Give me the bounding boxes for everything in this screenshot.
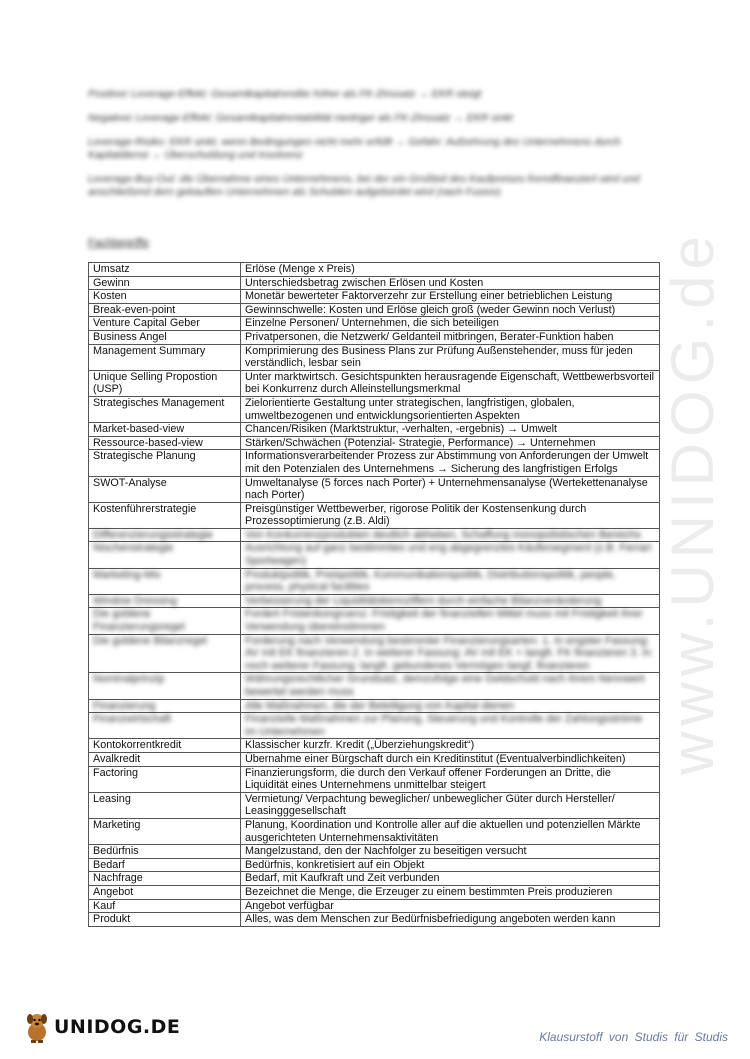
table-row [89,858,660,872]
definition-cell: Ausrichtung auf ganz bestimmtes und eng abgegrenztes Käufersegment (z.B. Ferrari Sportwagen) [241,542,660,568]
term-cell: Management Summary [89,344,241,370]
term-cell: SWOT-Analyse [89,476,241,502]
table-row [89,845,660,859]
term-cell: Kontokorrentkredit [89,739,241,753]
definition-cell: Gewinnschwelle: Kosten und Erlöse gleich groß (weder Gewinn noch Verlust) [241,303,660,317]
term-cell: Nischenstrategie [89,542,241,568]
table-row [89,542,660,568]
table-row [89,634,660,673]
term-cell: Strategisches Management [89,396,241,422]
definition-cell: Privatpersonen, die Netzwerk/ Geldanteil mitbringen, Berater-Funktion haben [241,330,660,344]
glossary-table [88,262,660,927]
definition-cell: Von Konkurrenzprodukten deutlich abheben, Schaffung monopolistischen Bereichs [241,528,660,542]
definition-cell: Umweltanalyse (5 forces nach Porter) + Unternehmensanalyse (Wertekettenanalyse nach Porter) [241,476,660,502]
term-cell: Business Angel [89,330,241,344]
definition-cell: Einzelne Personen/ Unternehmen, die sich beteiligen [241,317,660,331]
term-cell: Avalkredit [89,752,241,766]
watermark-text: www.UNIDOG.de [658,229,726,775]
definition-cell: Mangelzustand, den der Nachfolger zu beseitigen versucht [241,845,660,859]
definition-cell: Forderung nach Verwendung bestimmter Finanzierungsarten: 1. In engster Fassung: AV mit EK finanzieren 2. In weiterer Fassung: AV mit EK + langfr. FK finanzieren 3. In noch weiterer Fassung: langfr. gebundenes Vermögen langf. finanzieren [241,634,660,673]
definition-cell: Finanzielle Maßnahmen zur Planung, Steuerung und Kontrolle der Zahlungsströme im Unternehmen [241,713,660,739]
term-cell: Kauf [89,899,241,913]
term-cell: Nominalprinzip [89,673,241,699]
term-cell: Die goldene Bilanzregel [89,634,241,673]
term-cell: Finanzierung [89,699,241,713]
dog-mascot-icon [22,1010,52,1044]
term-cell: Finanzwirtschaft [89,713,241,739]
table-row [89,502,660,528]
term-cell: Bedarf [89,858,241,872]
definition-cell: Vermietung/ Verpachtung beweglicher/ unbeweglicher Güter durch Hersteller/ Leasingggesellschaft [241,792,660,818]
table-row [89,752,660,766]
definition-cell: Klassischer kurzfr. Kredit („Überziehungskredit“) [241,739,660,753]
table-row [89,423,660,437]
term-cell: Marketing-Mix [89,568,241,594]
table-row [89,476,660,502]
intro-paragraph-leverage-risk: Leverage-Risiko: EKR sinkt, wenn Bedingungen nicht mehr erfüllt → Gefahr: Aufzehrung des Unternehmens durch Kapitaldienst → Überschuldung und Insolvenz [88,136,621,161]
term-cell: Factoring [89,766,241,792]
footer-tagline: Klausurstoff von Studis für Studis [539,1030,728,1044]
table-row [89,594,660,608]
definition-cell: Bedarf, mit Kaufkraft und Zeit verbunden [241,872,660,886]
term-cell: Nachfrage [89,872,241,886]
term-cell: Umsatz [89,263,241,277]
term-cell: Die goldene Finanzierungsregel [89,608,241,634]
table-row [89,818,660,844]
logo-text: UNIDOG.DE [54,1016,181,1038]
definition-cell: Informationsverarbeitender Prozess zur Abstimmung von Anforderungen der Umwelt mit den Potenzialen des Unternehmens → Sicherung des langfristigen Erfolgs [241,450,660,476]
definition-cell: Finanzierungsform, die durch den Verkauf offener Forderungen an Dritte, die Liquidität eines Unternehmens unmittelbar steigert [241,766,660,792]
table-row [89,290,660,304]
term-cell: Window Dressing [89,594,241,608]
definition-cell: Fordert Fristenkongruenz: Fristigkeit der finanziellen Mittel muss mit Fristigkeit ihrer Verwendung übereinstimmen [241,608,660,634]
table-row [89,370,660,396]
definition-cell: Bedürfnis, konkretisiert auf ein Objekt [241,858,660,872]
table-row [89,913,660,927]
term-cell: Bedürfnis [89,845,241,859]
definition-cell: Preisgünstiger Wettbewerber, rigorose Politik der Kostensenkung durch Prozessoptimierung (z.B. Aldi) [241,502,660,528]
intro-paragraph-leverage-buy-out: Leverage-Buy-Out: die Übernahme eines Unternehmens, bei der ein Großteil des Kaufpreises fremdfinanziert wird und anschließend dem gekauften Unternehmen als Schulden aufgebürdet wird (nach Fusion) [88,173,640,198]
table-row [89,396,660,422]
intro-paragraph-negative-leverage: Negativer Leverage-Effekt: Gesamtkapitalrentabilität niedriger als FK-Zinssatz → EKR sinkt [88,112,513,124]
definition-cell: Zielorientierte Gestaltung unter strategischen, langfristigen, globalen, umweltbezogenen und entwicklungsorientierten Aspekten [241,396,660,422]
definition-cell: Komprimierung des Business Plans zur Prüfung Außenstehender, muss für jeden verständlich, lesbar sein [241,344,660,370]
table-row [89,436,660,450]
intro-paragraph-positive-leverage: Positiver Leverage-Effekt: Gesamtkapitalrendite höher als FK-Zinssatz → EKR steigt [88,88,482,100]
term-cell: Kostenführerstrategie [89,502,241,528]
table-row [89,528,660,542]
definition-cell: Alle Maßnahmen, die der Beteiligung von Kapital dienen [241,699,660,713]
definition-cell: Alles, was dem Menschen zur Bedürfnisbefriedigung angeboten werden kann [241,913,660,927]
definition-cell: Chancen/Risiken (Marktstruktur, -verhalten, -ergebnis) → Umwelt [241,423,660,437]
definition-cell: Verbesserung der Liquiditätskennziffern durch einfache Bilanzveränderung [241,594,660,608]
table-row [89,330,660,344]
term-cell: Break-even-point [89,303,241,317]
definition-cell: Währungsrechtlicher Grundsatz, demzufolge eine Geldschuld nach ihrem Nennwert bewertet werden muss [241,673,660,699]
table-row [89,899,660,913]
table-row [89,713,660,739]
table-row [89,276,660,290]
table-row [89,766,660,792]
table-row [89,568,660,594]
table-row [89,450,660,476]
definition-cell: Erlöse (Menge x Preis) [241,263,660,277]
term-cell: Gewinn [89,276,241,290]
term-cell: Venture Capital Geber [89,317,241,331]
table-row [89,303,660,317]
term-cell: Ressource-based-view [89,436,241,450]
table-row [89,344,660,370]
term-cell: Kosten [89,290,241,304]
term-cell: Strategische Planung [89,450,241,476]
term-cell: Angebot [89,885,241,899]
definition-cell: Angebot verfügbar [241,899,660,913]
definition-cell: Stärken/Schwächen (Potenzial- Strategie, Performance) → Unternehmen [241,436,660,450]
term-cell: Differenzierungsstrategie [89,528,241,542]
definition-cell: Monetär bewerteter Faktorverzehr zur Erstellung einer betrieblichen Leistung [241,290,660,304]
term-cell: Unique Selling Propostion (USP) [89,370,241,396]
term-cell: Produkt [89,913,241,927]
table-row [89,885,660,899]
definition-cell: Unterschiedsbetrag zwischen Erlösen und Kosten [241,276,660,290]
table-row [89,608,660,634]
intro-text [88,88,648,210]
term-cell: Leasing [89,792,241,818]
definition-cell: Bezeichnet die Menge, die Erzeuger zu einem bestimmten Preis produzieren [241,885,660,899]
table-row [89,673,660,699]
definition-cell: Planung, Koordination und Kontrolle aller auf die aktuellen und potenziellen Märkte ausgerichteten Unternehmensaktivitäten [241,818,660,844]
table-row [89,317,660,331]
term-cell: Marketing [89,818,241,844]
table-row [89,739,660,753]
definition-cell: Produktpolitik, Preispolitik, Kommunikationspolitik, Distributionspolitik, people, process, physical facilities [241,568,660,594]
table-row [89,263,660,277]
table-row [89,699,660,713]
glossary-body [89,263,660,927]
definition-cell: Übernahme einer Bürgschaft durch ein Kreditinstitut (Eventualverbindlichkeiten) [241,752,660,766]
term-cell: Market-based-view [89,423,241,437]
table-row [89,792,660,818]
section-heading: Fachbegriffe [88,237,149,249]
footer-logo[interactable] [22,1010,180,1044]
definition-cell: Unter marktwirtsch. Gesichtspunkten herausragende Eigenschaft, Wettbewerbsvorteil bei Konkurrenz durch Alleinstellungsmerkmal [241,370,660,396]
table-row [89,872,660,886]
